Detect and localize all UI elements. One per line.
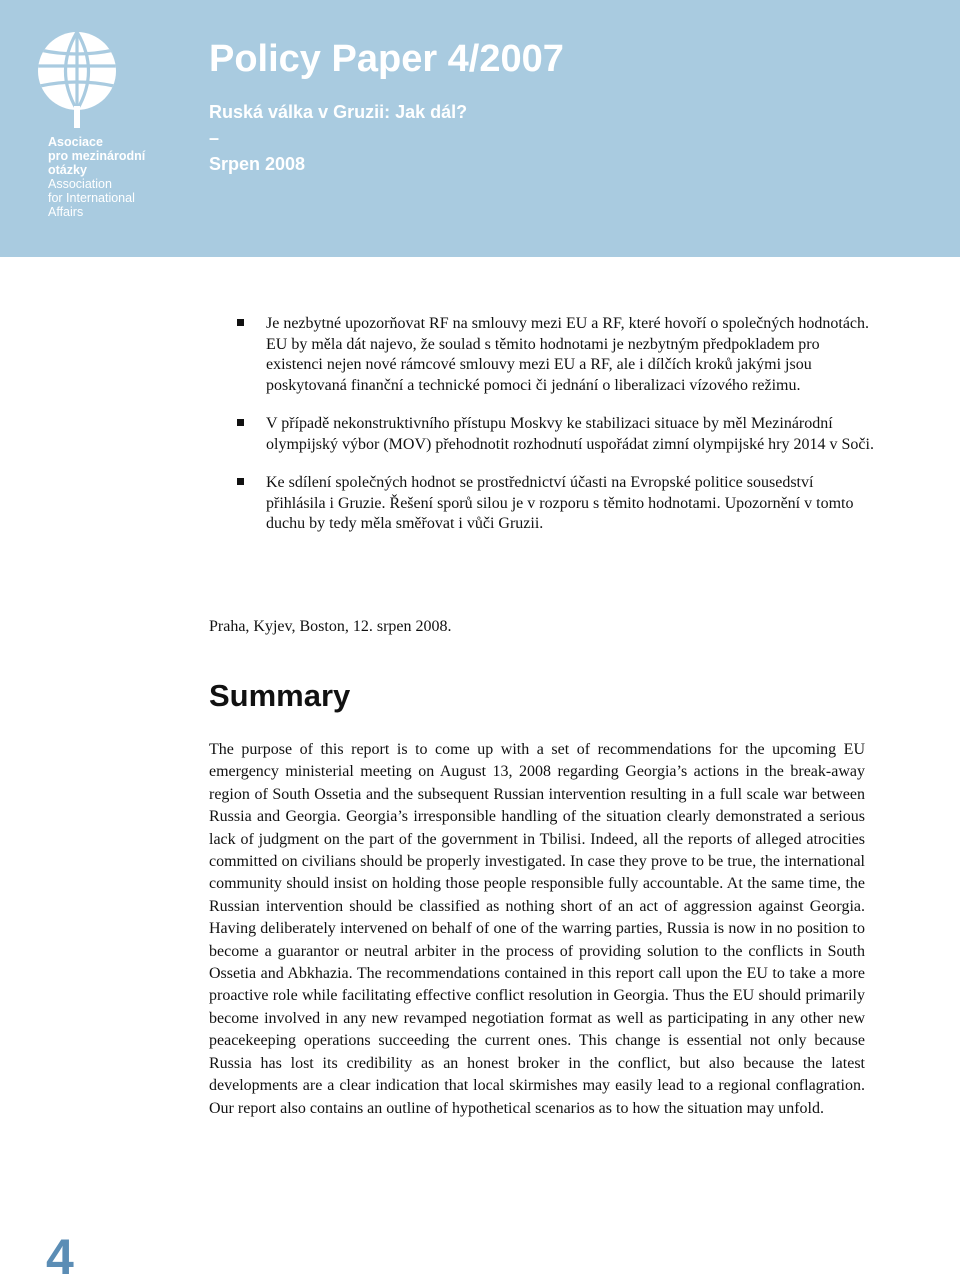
org-name-en-line1: Association [48, 177, 112, 191]
recommendation-text: V případě nekonstruktivního přístupu Moskvy ke stabilizaci situace by měl Mezinárodní olympijský výbor (MOV) přehodnotit rozhodnutí uspořádat zimní olympijské hry 2014 v Soči. [266, 415, 874, 453]
summary-heading: Summary [209, 678, 351, 713]
place-date: Praha, Kyjev, Boston, 12. srpen 2008. [209, 618, 452, 635]
recommendations-list [236, 314, 876, 553]
org-name-cz-line1: Asociace [48, 135, 103, 149]
square-bullet-icon [237, 419, 244, 426]
square-bullet-icon [237, 478, 244, 485]
list-item [236, 473, 876, 535]
org-name-en-line3: Affairs [48, 205, 84, 219]
list-item [236, 314, 876, 396]
globe-cross-icon [36, 30, 118, 130]
org-name-cz-line2: pro mezinárodní [48, 149, 146, 163]
organization-name [48, 135, 145, 219]
subtitle-line1: Ruská válka v Gruzii: Jak dál? [209, 102, 468, 122]
org-name-cz-line3: otázky [48, 163, 87, 177]
summary-paragraph: The purpose of this report is to come up with a set of recommendations for the upcoming EU emergency ministerial meeting on August 13, 2008 regarding Georgia’s actions in the break-away region of South Ossetia and the subsequent Russian intervention resulting in a full scale war between Russia and Georgia. Georgia’s irresponsible handling of the situation clearly demonstrated a serious lack of judgment on the part of the government in Tbilisi. Indeed, all the reports of alleged atrocities committed on civilians should be properly investigated. In case they prove to be true, the international community should insist on holding those people responsible fully accountable. At the same time, the Russian intervention should be classified as nothing short of an act of aggression against Georgia. Having deliberately intervened on behalf of one of the warring parties, Russia is now in no position to become a guarantor or neutral arbiter in the process of providing solution to the conflicts in South Ossetia and Abkhazia. The recommendations contained in this report call upon the EU to take a more proactive role while facilitating effective conflict resolution in Georgia. Thus the EU should primarily become involved in any new revamped negotiation format as well as participating in any other new peacekeeping operations succeeding the current ones. This change is essential not only because Russia has lost its credibility as an honest broker in the conflict, but also because the latest developments are a clear indication that local skirmishes may easily lead to a regional conflagration. Our report also contains an outline of hypothetical scenarios as to how the situation may unfold. [209, 741, 865, 1117]
header-banner [0, 0, 960, 257]
list-item [236, 414, 876, 455]
subtitle-line2: – [209, 128, 220, 148]
subtitle-line3: Srpen 2008 [209, 154, 306, 174]
org-name-en-line2: for International [48, 191, 135, 205]
recommendation-text: Je nezbytné upozorňovat RF na smlouvy mezi EU a RF, které hovoří o společných hodnotách. EU by měla dát najevo, že soulad s těmito hodnotami je nezbytným předpokladem pro existenci nejen nové rámcové smlouvy mezi EU a RF, ale i dílčích kroků jakými jsou poskytovaná finanční a technické pomoci či jednání o liberalizaci vízového režimu. [266, 315, 870, 394]
page-title: Policy Paper 4/2007 [209, 38, 564, 80]
recommendation-text: Ke sdílení společných hodnot se prostřednictví účasti na Evropské politice sousedství přihlásila i Gruzie. Řešení sporů silou je v rozporu s těmito hodnotami. Upozornění v tomto duchu by tedy měla směřovat i vůči Gruzii. [266, 474, 854, 532]
square-bullet-icon [237, 319, 244, 326]
page-subtitle [209, 99, 467, 177]
page-number: 4 [46, 1229, 74, 1285]
